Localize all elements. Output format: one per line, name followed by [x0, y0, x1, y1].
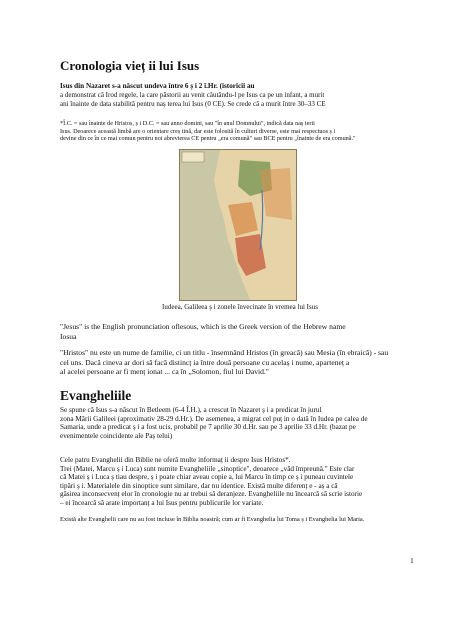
footnote-paragraph — [60, 120, 430, 143]
ev2-line: că Matei ș i Luca ș tiau despre, ș i poate chiar aveau copie a, lui Marcu în timp ce ș i puneau cuvintele — [60, 473, 354, 482]
hristos-line: al acelei persoane ar fi menț ionat ... ca în „Solomon, fiul lui David." — [60, 367, 269, 377]
note-line: devine din ce în ce mai comun pentru noi abrevierea CE pentru „era comună" sau BCE pentru „înainte de era comună." — [60, 135, 356, 143]
hristos-line: "Hristos" nu este un nume de familie, ci un titlu - însemnând Hristos (în greacă) sau Mesia (în ebraică) - sau — [60, 348, 389, 357]
section-title: Evangheliile — [60, 388, 132, 403]
gospels-paragraph-2 — [60, 456, 430, 508]
intro-line: a demonstrat că Irod regele, la care păstorii au venit căutându-l pe Isus ca pe un infant, a murit — [60, 91, 325, 99]
map-label-box — [182, 152, 204, 162]
map-image — [179, 149, 297, 301]
page-number: 1 — [410, 556, 414, 565]
ev2-line: tipări ș i. Materialele din sinoptice sunt similare, dar nu identice. Există multe diferenț e - aș a că — [60, 481, 338, 490]
intro-paragraph — [60, 91, 430, 108]
jesus-line: "Jesus" is the English pronunciation oflesous, which is the Greek version of the Hebrew name — [60, 322, 346, 331]
extra-gospels-note: Există alte Evanghelii care nu au fost incluse în Biblia noastră; cum ar fi Evanghelia lui Toma ș i Evanghelia lui Maria. — [60, 516, 365, 523]
jesus-paragraph — [60, 322, 430, 341]
ev2-line: – ei încearcă să arate importanț a lui Isus pentru publicurile lor variate. — [60, 498, 264, 507]
ev1-line: Samaria, unde a predicat ș i a fost ucis, probabil pe 7 aprilie 30 d.Hr. sau pe 3 aprilie 33 d.Hr. (bazat pe — [60, 423, 356, 432]
ev2-line: găsirea inconsecvenț elor în cronologie nu ar trebui să deranjeze. Evangheliile nu încearcă să scrie istorie — [60, 490, 363, 499]
intro-bold-line: Isus din Nazaret s-a născut undeva între 6 ș i 2 î.Hr. (istoricii au — [60, 82, 255, 90]
note-line: *Î.C. = sau înainte de Hristos, ș i D.C. = sau anno domini, sau "în anul Domnului", indică data naș terii — [60, 120, 315, 127]
gospels-paragraph-1 — [60, 406, 430, 440]
ev1-line: zona Mării Galileei (aproximativ 28-29 d.Hr.). De asemenea, a migrat cel puț in o dată în Iudea pe calea de — [60, 414, 368, 423]
ev2-line: Trei (Matei, Marcu ș i Luca) sunt numite Evangheliile „sinoptice", deoarece „văd împreună." Este clar — [60, 464, 355, 473]
ev2-line: Cele patru Evanghelii din Biblie ne oferă multe informaț ii despre Isus Hristos*. — [60, 456, 291, 464]
ev1-line: evenimentele coincidente ale Paș telui) — [60, 431, 173, 440]
hristos-paragraph — [60, 348, 430, 377]
ev1-line: Se spune că Isus s-a născut în Betleem (6-4 Î.H.), a crescut în Nazaret ș i a predicat în jurul — [60, 406, 322, 414]
page-title: Cronologia vieț ii lui Isus — [60, 58, 200, 73]
map-illustration — [180, 150, 296, 300]
jesus-line: Iosua — [60, 331, 77, 341]
intro-line: ani înainte de data stabilită pentru naș terea lui Isus (0 CE). Se crede că a murit între 30–33 CE — [60, 99, 326, 108]
note-line: Isus. Deoarece această limbă are o orientare creș tină, dar este folosită în culturi diverse, este mai respectuos ș i — [60, 127, 336, 135]
map-caption: Iudeea, Galileea ș i zonele învecinate în vremea lui Isus — [162, 303, 318, 311]
hristos-line: cel uns. Dacă cineva ar dori să facă distincț ia între două persoane cu acelaș i nume, aparteneț a — [60, 357, 350, 367]
